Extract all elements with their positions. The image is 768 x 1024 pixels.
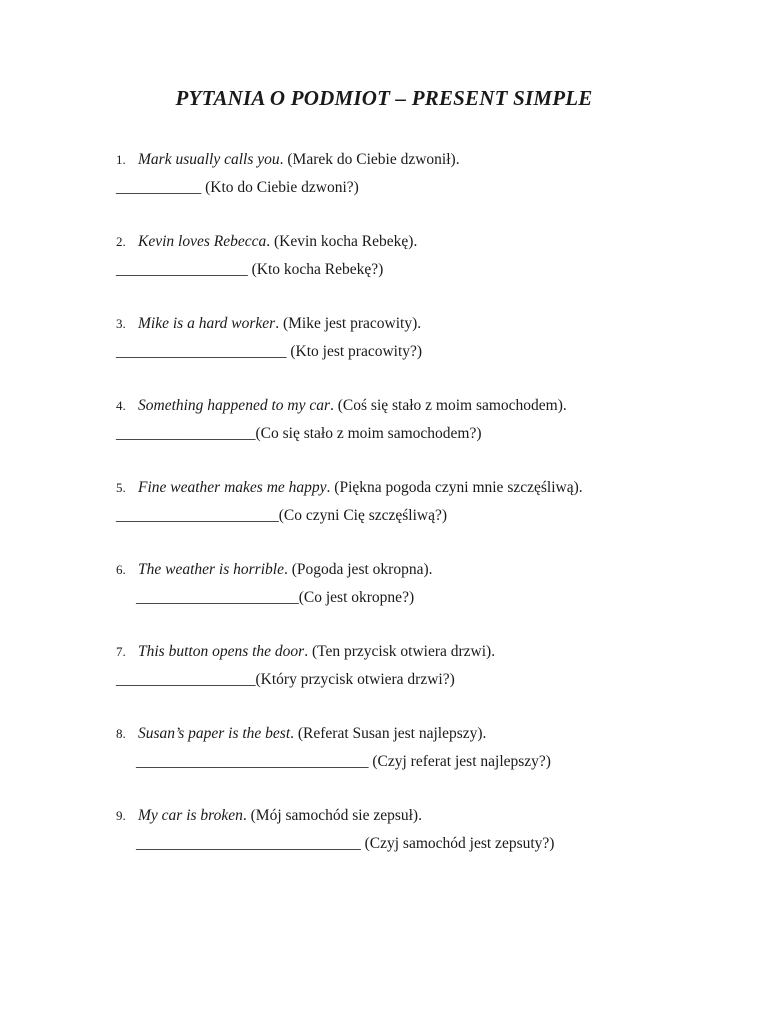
- exercise-number: 9.: [116, 808, 126, 823]
- question-prompt: (Który przycisk otwiera drzwi?): [255, 671, 455, 688]
- exercise-sentence: [116, 807, 422, 825]
- exercise-number: 1.: [116, 152, 126, 167]
- question-prompt: (Co czyni Cię szczęśliwą?): [278, 507, 448, 524]
- english-sentence: Something happened to my car: [138, 397, 330, 414]
- answer-line: [116, 343, 422, 361]
- answer-blank[interactable]: __________________: [116, 425, 256, 442]
- polish-translation: . (Piękna pogoda czyni mnie szczęśliwą).: [326, 479, 583, 496]
- english-sentence: The weather is horrible: [138, 561, 284, 578]
- question-prompt: (Kto kocha Rebekę?): [247, 261, 384, 278]
- polish-translation: . (Ten przycisk otwiera drzwi).: [304, 643, 496, 660]
- question-prompt: (Kto do Ciebie dzwoni?): [201, 179, 359, 196]
- exercise-sentence: [116, 233, 417, 251]
- polish-translation: . (Coś się stało z moim samochodem).: [330, 397, 567, 414]
- answer-blank[interactable]: ______________________________: [136, 753, 369, 770]
- english-sentence: Mike is a hard worker: [138, 315, 276, 332]
- exercise-number: 5.: [116, 480, 126, 495]
- exercise-sentence: [116, 151, 460, 169]
- question-prompt: (Czyj samochód jest zepsuty?): [360, 835, 555, 852]
- answer-blank[interactable]: _____________________: [136, 589, 299, 606]
- exercise-sentence: [116, 561, 432, 579]
- question-prompt: (Czyj referat jest najlepszy?): [368, 753, 551, 770]
- polish-translation: . (Marek do Ciebie dzwonił).: [279, 151, 460, 168]
- answer-line: [116, 261, 383, 279]
- page-title: PYTANIA O PODMIOT – PRESENT SIMPLE: [175, 86, 593, 110]
- english-sentence: This button opens the door: [138, 643, 305, 660]
- answer-line: [136, 589, 414, 607]
- exercise-number: 3.: [116, 316, 126, 331]
- exercise-sentence: [116, 643, 495, 661]
- answer-blank[interactable]: _________________: [116, 261, 248, 278]
- answer-line: [116, 671, 455, 689]
- answer-line: [116, 179, 359, 197]
- question-prompt: (Kto jest pracowity?): [286, 343, 423, 360]
- exercise-number: 2.: [116, 234, 126, 249]
- answer-blank[interactable]: ___________: [116, 179, 202, 196]
- exercise-sentence: [116, 479, 583, 497]
- answer-blank[interactable]: _____________________________: [136, 835, 361, 852]
- english-sentence: My car is broken: [138, 807, 243, 824]
- question-prompt: (Co się stało z moim samochodem?): [255, 425, 482, 442]
- answer-line: [136, 753, 551, 771]
- exercise-sentence: [116, 397, 567, 415]
- exercise-number: 8.: [116, 726, 126, 741]
- answer-line: [116, 425, 482, 443]
- english-sentence: Susan’s paper is the best: [138, 725, 291, 742]
- answer-blank[interactable]: _____________________: [116, 507, 279, 524]
- polish-translation: . (Mój samochód sie zepsuł).: [242, 807, 422, 824]
- answer-line: [136, 835, 554, 853]
- question-prompt: (Co jest okropne?): [298, 589, 415, 606]
- answer-line: [116, 507, 447, 525]
- exercise-sentence: [116, 725, 486, 743]
- answer-blank[interactable]: __________________: [116, 671, 256, 688]
- polish-translation: . (Mike jest pracowity).: [275, 315, 422, 332]
- english-sentence: Mark usually calls you: [138, 151, 280, 168]
- polish-translation: . (Referat Susan jest najlepszy).: [290, 725, 487, 742]
- polish-translation: . (Pogoda jest okropna).: [283, 561, 433, 578]
- english-sentence: Kevin loves Rebecca: [138, 233, 267, 250]
- exercise-number: 7.: [116, 644, 126, 659]
- exercise-number: 4.: [116, 398, 126, 413]
- polish-translation: . (Kevin kocha Rebekę).: [266, 233, 418, 250]
- exercise-sentence: [116, 315, 421, 333]
- english-sentence: Fine weather makes me happy: [138, 479, 327, 496]
- answer-blank[interactable]: ______________________: [116, 343, 287, 360]
- exercise-number: 6.: [116, 562, 126, 577]
